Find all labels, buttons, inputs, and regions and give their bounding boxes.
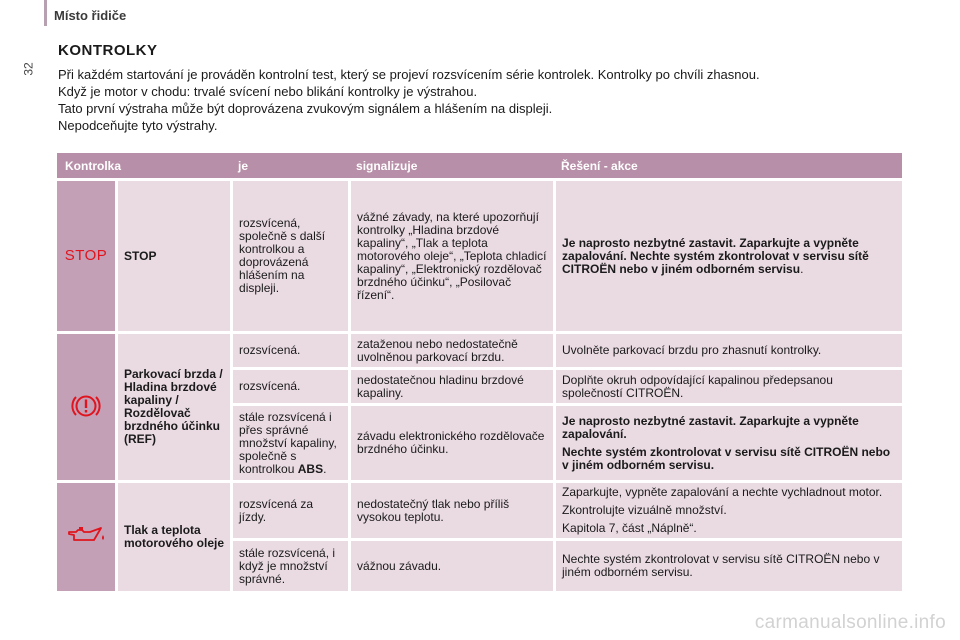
state-cell: rozsvícená. bbox=[230, 334, 348, 367]
column-header-kontrolka: Kontrolka bbox=[57, 153, 230, 178]
light-name: STOP bbox=[115, 181, 230, 331]
state-text: stále rozsvícená i přes správné množství kapaliny, společně s kontrolkou bbox=[239, 409, 337, 476]
oil-pressure-icon bbox=[66, 525, 106, 547]
column-header-reseni: Řešení - akce bbox=[553, 153, 902, 178]
action-text: Je naprosto nezbytné zastavit. Zaparkujte a vypněte zapalování. Nechte systém zkontrolovat v servisu sítě CITROËN nebo v jiném odborném servisu bbox=[562, 235, 869, 276]
light-name: Parkovací brzda / Hladina brzdové kapaliny / Rozdělovač brzdného účinku (REF) bbox=[115, 334, 230, 480]
intro-text bbox=[58, 66, 938, 134]
action-text: Je naprosto nezbytné zastavit. Zaparkujte a vypněte zapalování. bbox=[562, 413, 859, 441]
action-cell bbox=[553, 483, 902, 538]
intro-line: Tato první výstraha může být doprovázena zvukovým signálem a hlášením na displeji. bbox=[58, 101, 553, 116]
watermark: carmanualsonline.info bbox=[754, 612, 946, 633]
action-text: Zkontrolujte vizuálně množství. bbox=[562, 503, 727, 517]
state-cell: rozsvícená, společně s další kontrolkou a doprovázená hlášením na displeji. bbox=[230, 181, 348, 331]
action-cell: Nechte systém zkontrolovat v servisu sítě CITROËN nebo v jiném odborném servisu. bbox=[553, 541, 902, 591]
action-text: Kapitola 7, část „Náplně“. bbox=[562, 521, 697, 535]
state-cell bbox=[230, 406, 348, 480]
intro-line: Nepodceňujte tyto výstrahy. bbox=[58, 118, 218, 133]
intro-line: Při každém startování je prováděn kontrolní test, který se projeví rozsvícením série kontrolek. Kontrolky po chvíli zhasnou. bbox=[58, 67, 760, 82]
action-text: Nechte systém zkontrolovat v servisu sítě CITROËN nebo v jiném odborném servisu. bbox=[562, 444, 891, 472]
state-tail: . bbox=[323, 461, 327, 476]
state-cell: stále rozsvícená, i když je množství správné. bbox=[230, 541, 348, 591]
signal-cell: vážné závady, na které upozorňují kontrolky „Hladina brzdové kapaliny“, „Tlak a teplota motorového oleje“, „Teplota chladicí kapaliny“, „Elektronický rozdělovač brzdného účinku“, „Posilovač řízení“. bbox=[348, 181, 553, 331]
section-header: Místo řidiče bbox=[54, 8, 127, 23]
table-row bbox=[57, 181, 902, 331]
state-cell: rozsvícená za jízdy. bbox=[230, 483, 348, 538]
state-cell: rozsvícená. bbox=[230, 370, 348, 403]
signal-cell: závadu elektronického rozdělovače brzdného účinku. bbox=[348, 406, 553, 480]
stop-icon-cell bbox=[57, 181, 115, 331]
column-header-je: je bbox=[230, 153, 348, 178]
warning-lights-table bbox=[57, 150, 902, 594]
signal-cell: nedostatečný tlak nebo příliš vysokou teplotu. bbox=[348, 483, 553, 538]
column-header-signalizuje: signalizuje bbox=[348, 153, 553, 178]
abs-label: ABS bbox=[297, 461, 324, 476]
header-accent-bar bbox=[44, 0, 47, 26]
signal-cell: zataženou nebo nedostatečně uvolněnou parkovací brzdu. bbox=[348, 334, 553, 367]
action-tail: . bbox=[800, 261, 804, 276]
intro-line: Když je motor v chodu: trvalé svícení nebo blikání kontrolky je výstrahou. bbox=[58, 84, 478, 99]
signal-cell: vážnou závadu. bbox=[348, 541, 553, 591]
action-cell bbox=[553, 406, 902, 480]
stop-icon: STOP bbox=[64, 247, 108, 264]
signal-cell: nedostatečnou hladinu brzdové kapaliny. bbox=[348, 370, 553, 403]
action-cell: Doplňte okruh odpovídající kapalinou předepsanou společností CITROËN. bbox=[553, 370, 902, 403]
action-cell: Uvolněte parkovací brzdu pro zhasnutí kontrolky. bbox=[553, 334, 902, 367]
table-row bbox=[57, 483, 902, 538]
oil-icon-cell bbox=[57, 483, 115, 591]
action-cell bbox=[553, 181, 902, 331]
action-text: Zaparkujte, vypněte zapalování a nechte vychladnout motor. bbox=[562, 485, 883, 499]
table-header-row bbox=[57, 153, 902, 178]
brake-icon-cell bbox=[57, 334, 115, 480]
brake-warning-icon bbox=[69, 389, 103, 423]
page-number: 32 bbox=[21, 62, 36, 76]
page-title: KONTROLKY bbox=[58, 42, 158, 59]
light-name: Tlak a teplota motorového oleje bbox=[115, 483, 230, 591]
table-row bbox=[57, 334, 902, 367]
